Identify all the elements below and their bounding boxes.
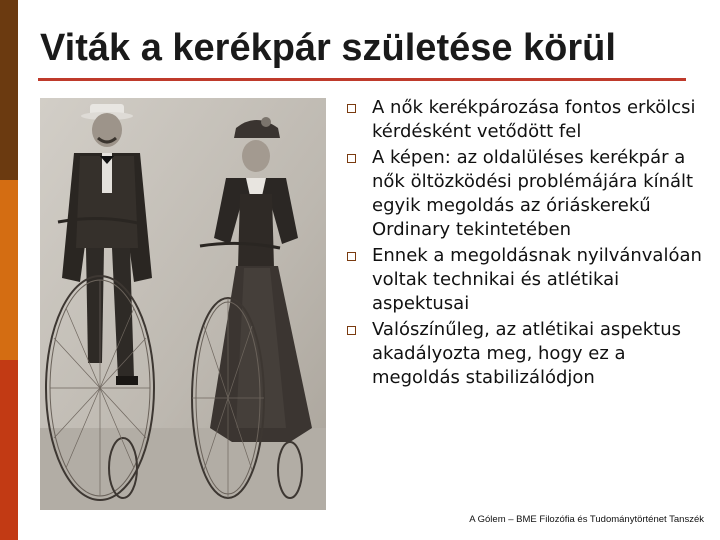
slide-footer: A Gólem – BME Filozófia és Tudománytörténet Tanszék bbox=[469, 514, 704, 525]
hollow-square-bullet-icon bbox=[347, 154, 356, 163]
historical-bicycle-photo bbox=[40, 98, 326, 510]
accent-band-bottom bbox=[0, 360, 18, 540]
accent-band-top bbox=[0, 0, 18, 180]
bullet-item bbox=[345, 146, 705, 243]
bullet-text: A nők kerékpározása fontos erkölcsi kérdésként vetődött fel bbox=[372, 97, 696, 143]
bullet-list bbox=[345, 96, 705, 392]
bullet-item bbox=[345, 96, 705, 145]
bullet-item bbox=[345, 244, 705, 317]
bullet-text: Valószínűleg, az atlétikai aspektus akadályozta meg, hogy ez a megoldás stabilizálódjon bbox=[372, 318, 682, 389]
bullet-item bbox=[345, 318, 705, 391]
hollow-square-bullet-icon bbox=[347, 104, 356, 113]
bullet-text: A képen: az oldalüléses kerékpár a nők öltözködési problémájára kínált egyik megoldás az óriáskerekű Ordinary tekintetében bbox=[372, 146, 694, 241]
bullet-text: Ennek a megoldásnak nyilvánvalóan voltak technikai és atlétikai aspektusai bbox=[372, 244, 702, 315]
slide-title: Viták a kerékpár születése körül bbox=[40, 27, 616, 69]
hollow-square-bullet-icon bbox=[347, 326, 356, 335]
title-underline bbox=[38, 78, 686, 81]
accent-band-middle bbox=[0, 180, 18, 360]
hollow-square-bullet-icon bbox=[347, 252, 356, 261]
